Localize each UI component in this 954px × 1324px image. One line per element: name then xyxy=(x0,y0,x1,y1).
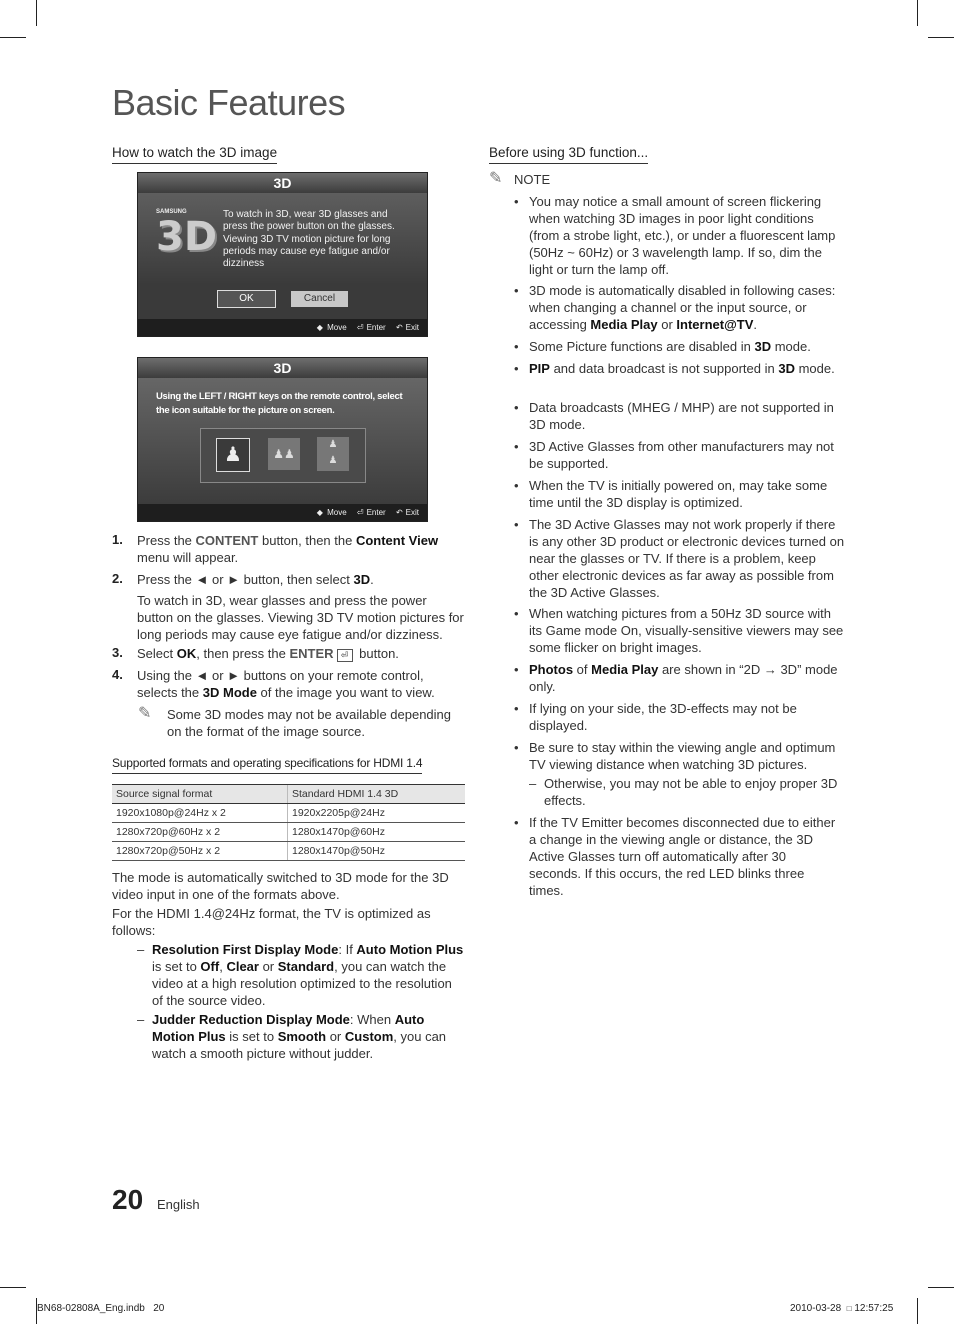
logo-brand: SAMSUNG xyxy=(156,209,187,215)
mode-2d-icon[interactable]: ♟ xyxy=(216,438,250,472)
table-cell: 1280x720p@50Hz x 2 xyxy=(112,842,288,861)
osd-message: To watch in 3D, wear 3D glasses and press the power button on the glasses. Viewing 3D TV motion picture for long periods may cause eye fatigue and/or dizziness xyxy=(223,209,395,270)
ok-button[interactable]: OK xyxy=(217,290,276,308)
osd-footer xyxy=(138,319,427,336)
step-4-note: Some 3D modes may not be available depending on the format of the image source. xyxy=(167,707,452,739)
step-number: 3. xyxy=(112,645,123,660)
move-icon: ◆ xyxy=(316,508,323,517)
judder-reduction-item: Judder Reduction Display Mode: When Auto Motion Plus is set to Smooth or Custom, you can watch a smooth picture without judder. xyxy=(152,1012,447,1061)
crop-mark xyxy=(917,1298,918,1324)
osd-title: 3D xyxy=(138,358,427,378)
list-item: • You may notice a small amount of screen flickering when watching 3D images in poor light conditions (from a strobe light, etc.), or under a fluorescent lamp (50Hz ~ 60Hz) or 3 wavelength lamp. If so, dim the light or turn the lamp off. xyxy=(514,194,836,277)
logo-3d-text: 3D xyxy=(156,214,218,260)
list-item: • Some Picture functions are disabled in 3D mode. xyxy=(514,339,811,354)
table-cell: 1280x720p@60Hz x 2 xyxy=(112,823,288,842)
section-heading-3d-image: How to watch the 3D image xyxy=(112,145,277,164)
move-label: Move xyxy=(327,508,347,517)
move-icon: ◆ xyxy=(316,323,323,332)
step-3-text: Select OK, then press the ENTER ⏎ button. xyxy=(137,646,399,661)
note-pencil-icon: ✎ xyxy=(138,705,152,722)
table-header-row xyxy=(112,785,465,804)
step-2-note: To watch in 3D, wear glasses and press the power button on the glasses. Viewing 3D TV motion pictures for long periods may cause eye fatigue and/or dizziness. xyxy=(137,593,464,642)
after-table-paragraph: The mode is automatically switched to 3D mode for the 3D video input in one of the formats above. xyxy=(112,870,449,902)
enter-icon: ⏎ xyxy=(356,508,364,517)
resolution-first-item: Resolution First Display Mode: If Auto Motion Plus is set to Off, Clear or Standard, you can watch the video at a high resolution optimized to the resolution of the source video. xyxy=(152,942,464,1008)
crop-mark xyxy=(0,37,26,38)
mode-top-bottom-icon[interactable]: ♟ ♟ xyxy=(317,437,349,471)
section-heading-before-3d: Before using 3D function... xyxy=(489,145,648,164)
dash-marker: – xyxy=(137,942,145,957)
samsung-3d-logo xyxy=(156,209,218,269)
osd-footer xyxy=(138,504,427,521)
move-label: Move xyxy=(327,323,347,332)
column-header: Source signal format xyxy=(112,785,288,804)
list-item: • If the TV Emitter becomes disconnected due to either a change in the viewing angle or distance, the 3D Active Glasses turn off automatically after 30 seconds. If this occurs, the red LED blinks three times. xyxy=(514,815,836,898)
note-pencil-icon: ✎ xyxy=(489,170,503,187)
crop-mark xyxy=(36,0,37,26)
list-item: • If lying on your side, the 3D-effects may not be displayed. xyxy=(514,701,797,733)
footer-file-name: BN68-02808A_Eng.indb 20 xyxy=(37,1303,165,1314)
enter-label: Enter xyxy=(366,508,386,517)
list-item: • 3D Active Glasses from other manufacturers may not be supported. xyxy=(514,439,834,471)
table-cell: 1920x2205p@24Hz xyxy=(288,804,466,823)
osd-message: Using the LEFT / RIGHT keys on the remote control, select the icon suitable for the picture on screen. xyxy=(156,391,403,416)
list-item: • PIP and data broadcast is not supported in 3D mode. xyxy=(514,361,835,376)
hdmi-format-table xyxy=(112,784,465,861)
footer-timestamp: 2010-03-28 □ 12:57:25 xyxy=(790,1303,894,1314)
exit-label: Exit xyxy=(405,323,419,332)
table-row xyxy=(112,823,465,842)
step-2-text: Press the ◄ or ► button, then select 3D. xyxy=(137,572,374,587)
exit-icon: ↶ xyxy=(395,323,403,332)
dash-marker: – xyxy=(529,776,537,791)
enter-label: Enter xyxy=(366,323,386,332)
mode-side-by-side-icon[interactable]: ♟♟ xyxy=(268,438,300,470)
table-cell: 1280x1470p@60Hz xyxy=(288,823,466,842)
list-item: • The 3D Active Glasses may not work properly if there is any other 3D product or electronic devices turned on near the glasses or TV. If there is a problem, keep other electronic devices as far away as possible from the 3D Active Glasses. xyxy=(514,517,845,600)
crop-mark xyxy=(0,1287,26,1288)
list-item: • Photos of Media Play are shown in “2D → 3D” mode only. xyxy=(514,662,838,694)
exit-label: Exit xyxy=(405,508,419,517)
osd-3d-mode-select xyxy=(137,357,428,522)
step-4-text: Using the ◄ or ► buttons on your remote control, selects the 3D Mode of the image you want to view. xyxy=(137,668,435,700)
cancel-button[interactable]: Cancel xyxy=(291,291,348,307)
step-number: 4. xyxy=(112,667,123,682)
exit-icon: ↶ xyxy=(395,508,403,517)
list-item: • Data broadcasts (MHEG / MHP) are not supported in 3D mode. xyxy=(514,400,834,432)
list-item: • Be sure to stay within the viewing angle and optimum TV viewing distance when watching 3D pictures. xyxy=(514,740,836,772)
osd-button-bar xyxy=(138,285,427,319)
mode-icon-panel xyxy=(200,428,366,483)
crop-mark xyxy=(917,0,918,26)
sub-list-item: Otherwise, you may not be able to enjoy proper 3D effects. xyxy=(544,776,838,808)
table-cell: 1920x1080p@24Hz x 2 xyxy=(112,804,288,823)
osd-3d-warning xyxy=(137,172,428,337)
page-language: English xyxy=(157,1197,200,1212)
crop-mark xyxy=(928,1287,954,1288)
table-cell: 1280x1470p@50Hz xyxy=(288,842,466,861)
enter-icon: ⏎ xyxy=(356,323,364,332)
page-title: Basic Features xyxy=(112,82,346,123)
dash-marker: – xyxy=(137,1012,145,1027)
step-1-text: Press the CONTENT button, then the Content View menu will appear. xyxy=(137,533,439,565)
list-item: • When the TV is initially powered on, may take some time until the 3D display is optimized. xyxy=(514,478,828,510)
section-heading-hdmi: Supported formats and operating specifications for HDMI 1.4 xyxy=(112,756,422,774)
after-table-paragraph: For the HDMI 1.4@24Hz format, the TV is optimized as follows: xyxy=(112,906,431,938)
crop-mark xyxy=(928,37,954,38)
table-row xyxy=(112,804,465,823)
enter-icon: ⏎ xyxy=(337,649,353,662)
page-number: 20 xyxy=(112,1184,144,1215)
note-label: NOTE xyxy=(514,172,551,187)
list-item: • 3D mode is automatically disabled in following cases: when changing a channel or the input source, or accessing Media Play or Internet@TV. xyxy=(514,283,836,332)
list-item: • When watching pictures from a 50Hz 3D source with its Game mode On, visually-sensitive viewers may see some flicker on bright images. xyxy=(514,606,844,655)
step-number: 2. xyxy=(112,571,123,586)
step-number: 1. xyxy=(112,532,123,547)
column-header: Standard HDMI 1.4 3D xyxy=(288,785,466,804)
table-row xyxy=(112,842,465,861)
osd-title: 3D xyxy=(138,173,427,193)
